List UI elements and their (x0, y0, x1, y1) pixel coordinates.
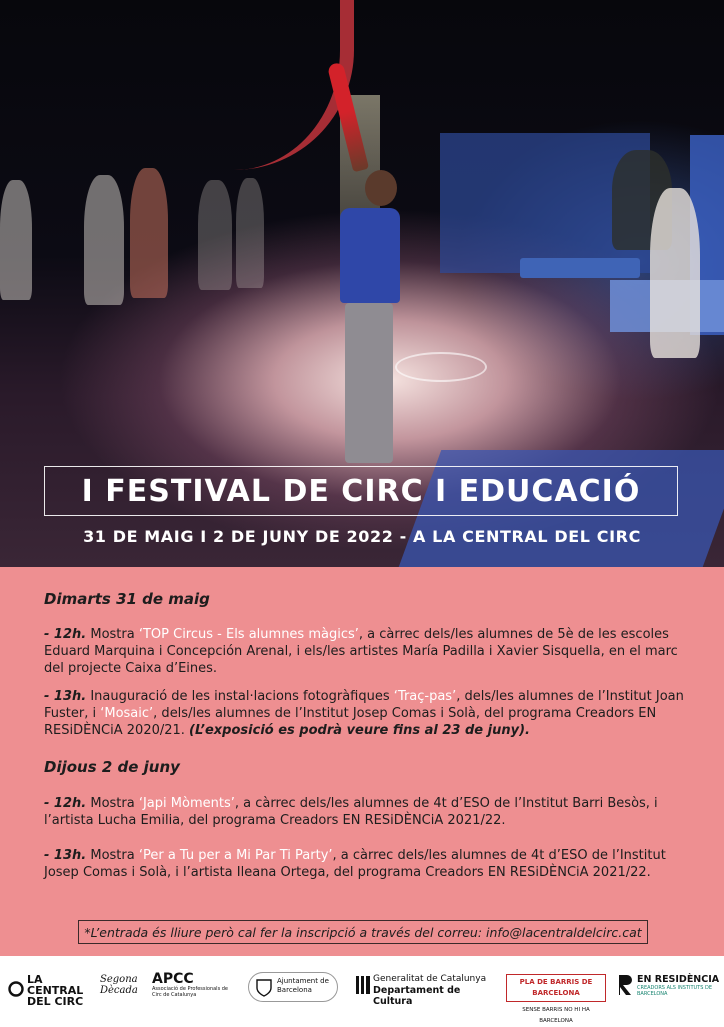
shield-icon (256, 979, 272, 1000)
trampoline (520, 258, 640, 278)
event-item: - 12h. Mostra ‘Japi Mòments’, a càrrec dels/les alumnes de 4t d’ESO de l’Institut Barri Besòs, i l’artista Lucha Emilia, del programa Creadors EN RESiDÈNCiA 2021/22. (44, 796, 658, 828)
festival-title: I FESTIVAL DE CIRC I EDUCACIÓ (81, 473, 641, 509)
event-title: ‘Japi Mòments’ (138, 796, 235, 811)
event-item: - 12h. Mostra ‘TOP Circus - Els alumnes màgics’, a càrrec dels/les alumnes de 5è de les escoles Eduard Marquina i Concepción Arenal, i els/les artistes María Padilla i Xavier Sisquella, en el marc del projecte Caixa d’Eines. (44, 627, 678, 676)
event-title: ‘Traç-pas’ (393, 689, 457, 704)
sponsor-logos (0, 956, 724, 1024)
hula-hoop (395, 352, 487, 382)
central-circ-icon (8, 981, 24, 1000)
event-item: - 13h. Inauguració de les instal·lacions fotogràfiques ‘Traç-pas’, dels/les alumnes de l’Institut Joan Fuster, i ‘Mosaic’, dels/les alumnes de l’Institut Josep Comas i Solà, del programa Creadors EN RESiDÈNCiA 2020/21. (L’exposició es podrà veure fins al 23 de juny). (44, 689, 684, 738)
festival-dates: 31 DE MAIG I 2 DE JUNY DE 2022 - A LA CENTRAL DEL CIRC (83, 527, 641, 546)
logo-en-residencia: EN RESIDÈNCIA CREADORS ALS INSTITUTS DE BARCELONA (618, 974, 722, 999)
event-time: - 13h. (44, 848, 87, 863)
entry-note: *L’entrada és lliure però cal fer la inscripció a través del correu: info@lacentraldelcirc.cat (84, 924, 642, 940)
event-note: (L’exposició es podrà veure fins al 23 de juny). (189, 723, 530, 738)
event-time: - 13h. (44, 689, 87, 704)
title-frame (44, 466, 678, 516)
logo-ajuntament: Ajuntament de Barcelona (248, 972, 338, 1002)
logo-generalitat: Generalitat de Catalunya Departament de Cultura (356, 974, 496, 1007)
event-title: ‘Mosaic’ (100, 706, 154, 721)
generalitat-icon (356, 976, 370, 997)
day-heading: Dimarts 31 de maig (44, 590, 210, 608)
event-item: - 13h. Mostra ‘Per a Tu per a Mi Par Ti Party’, a càrrec dels/les alumnes de 4t d’ESO de l’Institut Josep Comas i Solà, i l’artista Ileana Ortega, del programa Creadors EN RESiDÈNCiA 2021/22. (44, 848, 666, 880)
event-time: - 12h. (44, 627, 87, 642)
logo-pla-de-barris: PLA DE BARRIS DE BARCELONA SENSE BARRIS NO HI HA BARCELONA (506, 974, 606, 1027)
child-2 (84, 175, 124, 305)
logo-central-del-circ: LA CENTRAL DEL CIRC (8, 974, 97, 1007)
event-title: ‘TOP Circus - Els alumnes màgics’ (138, 627, 359, 642)
child-1 (0, 180, 32, 300)
child-5 (236, 178, 264, 288)
programme-section (0, 567, 724, 956)
day-heading: Dijous 2 de juny (44, 758, 180, 776)
event-time: - 12h. (44, 796, 87, 811)
child-3 (130, 168, 168, 298)
event-title: ‘Per a Tu per a Mi Par Ti Party’ (138, 848, 333, 863)
logo-apcc: APCC Associació de Professionals de Circ de Catalunya (152, 971, 229, 998)
residencia-icon (618, 974, 634, 999)
child-6 (650, 188, 700, 358)
logo-segona-decada: Segona Dècada (100, 974, 138, 996)
child-4 (198, 180, 232, 290)
entry-note-box (78, 920, 648, 944)
boy-balancing (335, 170, 405, 470)
